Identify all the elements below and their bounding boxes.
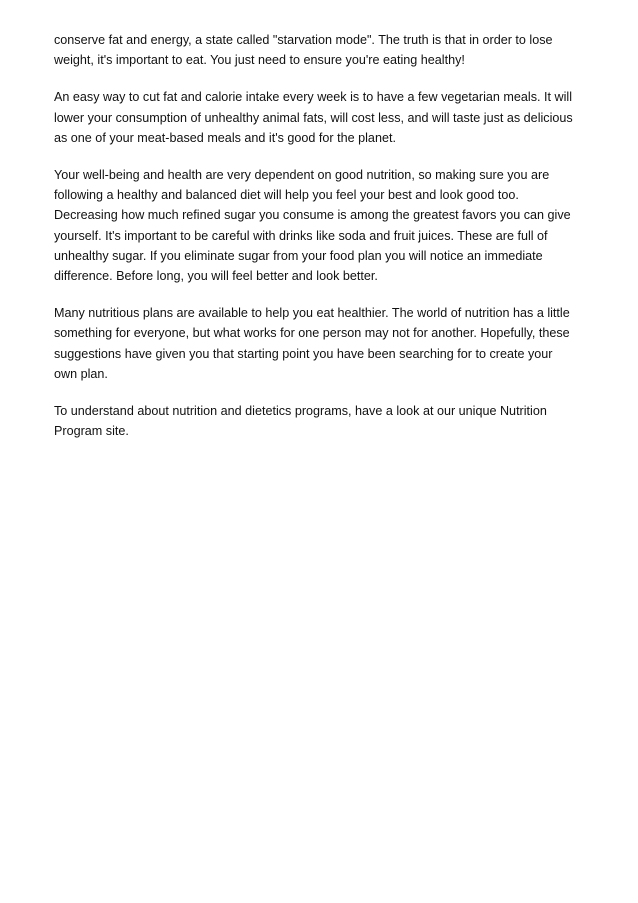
paragraph-refined-sugar: Your well-being and health are very dependent on good nutrition, so making sure you are following a healthy and balanced diet will help you feel your best and look good too. Decreasing how much refined sugar you consume is among the greatest favors you can give yourself. It's important to be careful with drinks like soda and fruit juices. These are full of unhealthy sugar. If you eliminate sugar from your food plan you will notice an immediate difference. Before long, you will feel better and look better. [54,168,571,284]
paragraph-nutrition-program: To understand about nutrition and dietetics programs, have a look at our unique Nutrition Program site. [54,404,547,439]
paragraph-vegetarian-meals: An easy way to cut fat and calorie intake every week is to have a few vegetarian meals. It will lower your consumption of unhealthy animal fats, will cost less, and will taste just as delicious as one of your meat-based meals and it's good for the planet. [54,90,573,145]
document-body [54,30,599,458]
paragraph-starvation-mode: conserve fat and energy, a state called "starvation mode". The truth is that in order to lose weight, it's important to eat. You just need to ensure you're eating healthy! [54,33,553,68]
paragraph-nutritious-plans: Many nutritious plans are available to help you eat healthier. The world of nutrition has a little something for everyone, but what works for one person may not for another. Hopefully, these suggestions have given you that starting point you have been searching for to create your own plan. [54,306,570,381]
